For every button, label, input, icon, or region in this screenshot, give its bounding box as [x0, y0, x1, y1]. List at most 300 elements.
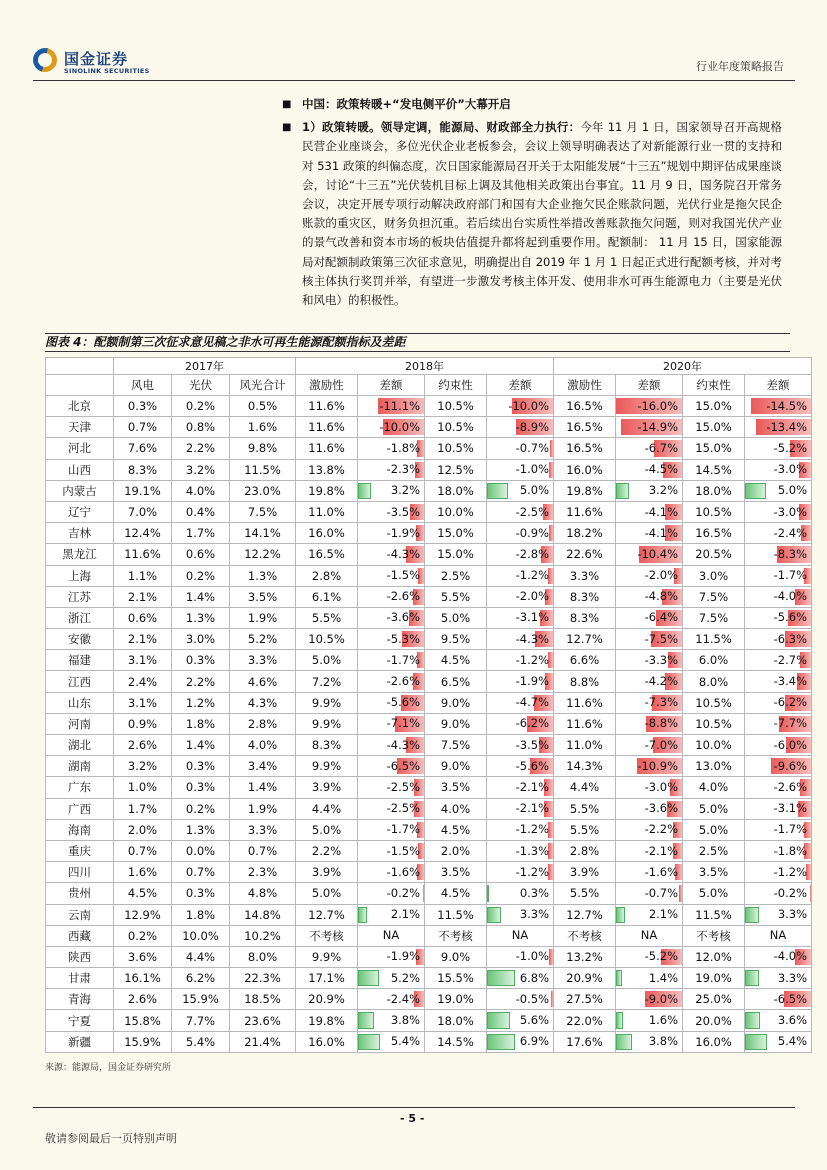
value-cell: 8.3%	[114, 459, 172, 480]
value-cell: 3.0%	[172, 629, 230, 650]
footer-divider	[33, 1107, 795, 1108]
gap-value: -3.4%	[773, 674, 808, 689]
value-cell: 19.0%	[425, 989, 487, 1010]
gap-cell	[358, 607, 425, 628]
gap-value: -0.5%	[515, 991, 550, 1006]
value-cell: 5.0%	[425, 607, 487, 628]
gap-value: -3.6%	[644, 801, 679, 816]
province-cell: 河北	[46, 438, 114, 459]
gap-value: -4.1%	[644, 504, 679, 519]
value-cell: 1.7%	[114, 798, 172, 819]
value-cell: 16.5%	[554, 396, 616, 417]
gap-value: -11.1%	[379, 398, 421, 413]
gap-cell	[616, 607, 683, 628]
value-cell: 19.8%	[554, 480, 616, 501]
value-cell: 2.3%	[230, 862, 296, 883]
gap-cell	[487, 607, 554, 628]
value-cell: 3.6%	[114, 946, 172, 967]
gap-cell	[616, 1031, 683, 1052]
province-cell: 安徽	[46, 629, 114, 650]
gap-cell	[358, 671, 425, 692]
gap-cell	[358, 904, 425, 925]
column-header: 光伏	[172, 375, 230, 396]
value-cell: 2.4%	[114, 671, 172, 692]
gap-value: -0.9%	[515, 525, 550, 540]
gap-value: NA	[511, 928, 529, 943]
value-cell: 12.5%	[425, 459, 487, 480]
gap-value: -3.5%	[515, 737, 550, 752]
gap-cell	[616, 925, 683, 946]
gap-cell	[358, 586, 425, 607]
gap-value: -3.0%	[644, 779, 679, 794]
value-cell: 0.2%	[172, 798, 230, 819]
gap-value: 3.8%	[648, 1034, 679, 1049]
gap-cell	[616, 523, 683, 544]
value-cell: 1.9%	[230, 798, 296, 819]
table-row	[46, 629, 812, 650]
value-cell: 7.7%	[172, 1010, 230, 1031]
value-cell: 0.9%	[114, 713, 172, 734]
value-cell: 15.0%	[683, 438, 745, 459]
gap-value: -1.9%	[386, 949, 421, 964]
value-cell: 11.5%	[683, 904, 745, 925]
value-cell: 1.3%	[172, 819, 230, 840]
column-header: 约束性	[425, 375, 487, 396]
table-row	[46, 713, 812, 734]
value-cell: 15.9%	[114, 1031, 172, 1052]
gap-value: -7.0%	[644, 737, 679, 752]
value-cell: 9.0%	[425, 756, 487, 777]
gap-cell	[358, 819, 425, 840]
value-cell: 11.5%	[425, 904, 487, 925]
gap-cell	[616, 840, 683, 861]
value-cell: 4.6%	[230, 671, 296, 692]
gap-value: -4.1%	[644, 525, 679, 540]
gap-value: -4.0%	[773, 949, 808, 964]
gap-cell	[487, 989, 554, 1010]
value-cell: 16.5%	[296, 544, 358, 565]
gap-cell	[616, 946, 683, 967]
gap-value: -6.4%	[644, 610, 679, 625]
value-cell: 8.3%	[554, 607, 616, 628]
value-cell: 3.9%	[296, 777, 358, 798]
gap-value: -2.1%	[515, 801, 550, 816]
value-cell: 6.6%	[554, 650, 616, 671]
value-cell: 12.2%	[230, 544, 296, 565]
gap-cell	[745, 629, 812, 650]
gap-cell	[745, 396, 812, 417]
value-cell: 2.2%	[296, 840, 358, 861]
sinolink-logo-icon	[29, 44, 62, 77]
value-cell: 18.5%	[230, 989, 296, 1010]
value-cell: 10.5%	[425, 438, 487, 459]
gap-cell	[616, 735, 683, 756]
gap-value: -0.7%	[644, 885, 679, 900]
value-cell: 0.0%	[172, 840, 230, 861]
table-row	[46, 756, 812, 777]
value-cell: 11.6%	[554, 501, 616, 522]
value-cell: 13.2%	[554, 946, 616, 967]
gap-value: 5.4%	[777, 1034, 808, 1049]
gap-value: -2.5%	[386, 801, 421, 816]
gap-value: 3.6%	[777, 1013, 808, 1028]
value-cell: 1.6%	[114, 862, 172, 883]
gap-cell	[745, 671, 812, 692]
gap-value: -1.7%	[773, 822, 808, 837]
gap-value: -7.3%	[644, 695, 679, 710]
gap-cell	[358, 565, 425, 586]
table-row	[46, 692, 812, 713]
gap-value: -2.4%	[773, 525, 808, 540]
gap-value: -14.9%	[637, 419, 679, 434]
value-cell: 15.8%	[114, 1010, 172, 1031]
value-cell: 2.0%	[114, 819, 172, 840]
gap-cell	[745, 925, 812, 946]
gap-value: 3.3%	[777, 907, 808, 922]
column-header: 风电	[114, 375, 172, 396]
value-cell: 11.6%	[296, 417, 358, 438]
gap-value: -16.0%	[637, 398, 679, 413]
value-cell: 16.5%	[554, 438, 616, 459]
value-cell: 16.0%	[296, 523, 358, 544]
value-cell: 1.0%	[114, 777, 172, 798]
gap-cell	[745, 968, 812, 989]
value-cell: 10.5%	[683, 501, 745, 522]
value-cell: 2.8%	[296, 565, 358, 586]
gap-value: -14.5%	[766, 398, 808, 413]
province-cell: 浙江	[46, 607, 114, 628]
value-cell: 15.0%	[683, 417, 745, 438]
value-cell: 7.2%	[296, 671, 358, 692]
value-cell: 20.9%	[296, 989, 358, 1010]
value-cell: 4.5%	[425, 883, 487, 904]
gap-cell	[745, 798, 812, 819]
gap-cell	[745, 480, 812, 501]
gap-value: -3.0%	[773, 504, 808, 519]
gap-value: -2.0%	[644, 568, 679, 583]
gap-cell	[745, 692, 812, 713]
gap-cell	[487, 798, 554, 819]
gap-value: 1.4%	[648, 970, 679, 985]
value-cell: 19.8%	[296, 480, 358, 501]
value-cell: 7.5%	[683, 607, 745, 628]
province-cell: 四川	[46, 862, 114, 883]
value-cell: 3.4%	[230, 756, 296, 777]
gap-value: -9.6%	[773, 758, 808, 773]
value-cell: 7.6%	[114, 438, 172, 459]
value-cell: 17.1%	[296, 968, 358, 989]
gap-cell	[616, 968, 683, 989]
bullet-square-icon: ■	[282, 122, 292, 134]
gap-value: -2.7%	[773, 652, 808, 667]
province-cell: 广东	[46, 777, 114, 798]
gap-cell	[487, 544, 554, 565]
province-cell: 宁夏	[46, 1010, 114, 1031]
value-cell: 20.0%	[683, 1010, 745, 1031]
value-cell: 3.5%	[683, 862, 745, 883]
value-cell: 3.9%	[554, 862, 616, 883]
gap-value: -5.3%	[386, 631, 421, 646]
value-cell: 1.1%	[114, 565, 172, 586]
gap-value: -7.1%	[386, 716, 421, 731]
value-cell: 9.0%	[425, 946, 487, 967]
value-cell: 4.0%	[425, 798, 487, 819]
gap-value: -6.2%	[515, 716, 550, 731]
gap-value: -3.6%	[386, 610, 421, 625]
gap-cell	[487, 629, 554, 650]
value-cell: 10.0%	[683, 735, 745, 756]
gap-cell	[616, 501, 683, 522]
value-cell: 7.5%	[683, 586, 745, 607]
province-cell: 江西	[46, 671, 114, 692]
value-cell: 11.5%	[230, 459, 296, 480]
table-row	[46, 544, 812, 565]
value-cell: 15.0%	[683, 396, 745, 417]
value-cell: 9.0%	[425, 692, 487, 713]
value-cell: 12.0%	[683, 946, 745, 967]
table-row	[46, 798, 812, 819]
gap-cell	[487, 819, 554, 840]
bullet-square-icon: ■	[282, 99, 292, 110]
column-header: 差额	[358, 375, 425, 396]
gap-cell	[487, 777, 554, 798]
gap-cell	[358, 840, 425, 861]
gap-value: -6.3%	[773, 631, 808, 646]
province-cell: 青海	[46, 989, 114, 1010]
value-cell: 12.9%	[114, 904, 172, 925]
table-row	[46, 607, 812, 628]
table-row	[46, 883, 812, 904]
gap-value: -10.0%	[379, 419, 421, 434]
value-cell: 3.2%	[114, 756, 172, 777]
province-cell: 黑龙江	[46, 544, 114, 565]
gap-value: NA	[640, 928, 658, 943]
value-cell: 9.8%	[230, 438, 296, 459]
value-cell: 0.3%	[172, 883, 230, 904]
gap-cell	[487, 586, 554, 607]
value-cell: 3.9%	[296, 862, 358, 883]
value-cell: 1.4%	[230, 777, 296, 798]
quota-table	[45, 357, 812, 1053]
gap-cell	[358, 883, 425, 904]
gap-value: -8.8%	[644, 716, 679, 731]
gap-value: -4.3%	[386, 737, 421, 752]
gap-value: -1.2%	[515, 652, 550, 667]
gap-cell	[616, 1010, 683, 1031]
value-cell: 6.2%	[172, 968, 230, 989]
gap-cell	[358, 650, 425, 671]
gap-cell	[487, 756, 554, 777]
gap-cell	[358, 544, 425, 565]
value-cell: 20.5%	[683, 544, 745, 565]
value-cell: 0.6%	[172, 544, 230, 565]
gap-value: NA	[382, 928, 400, 943]
table-row	[46, 586, 812, 607]
value-cell: 3.0%	[683, 565, 745, 586]
value-cell: 1.3%	[230, 565, 296, 586]
gap-value: -2.3%	[386, 462, 421, 477]
gap-cell	[358, 396, 425, 417]
value-cell: 0.3%	[172, 777, 230, 798]
table-row	[46, 396, 812, 417]
province-cell: 北京	[46, 396, 114, 417]
value-cell: 2.8%	[554, 840, 616, 861]
value-cell: 4.8%	[230, 883, 296, 904]
gap-cell	[616, 862, 683, 883]
value-cell: 5.4%	[172, 1031, 230, 1052]
gap-cell	[358, 713, 425, 734]
value-cell: 14.3%	[554, 756, 616, 777]
value-cell: 21.4%	[230, 1031, 296, 1052]
gap-cell	[745, 989, 812, 1010]
gap-value: 3.8%	[390, 1013, 421, 1028]
gap-value: -5.6%	[515, 758, 550, 773]
gap-cell	[358, 438, 425, 459]
value-cell: 11.6%	[296, 438, 358, 459]
value-cell: 3.3%	[230, 650, 296, 671]
gap-value: -2.6%	[386, 589, 421, 604]
province-cell: 贵州	[46, 883, 114, 904]
value-cell: 10.0%	[425, 501, 487, 522]
table-row	[46, 650, 812, 671]
gap-value: -1.2%	[515, 568, 550, 583]
value-cell: 5.2%	[230, 629, 296, 650]
value-cell: 18.2%	[554, 523, 616, 544]
table-row	[46, 480, 812, 501]
gap-value: -0.7%	[515, 440, 550, 455]
value-cell: 3.5%	[230, 586, 296, 607]
table-row	[46, 671, 812, 692]
gap-cell	[358, 777, 425, 798]
gap-value: -6.2%	[773, 695, 808, 710]
table-row	[46, 438, 812, 459]
value-cell: 1.7%	[172, 523, 230, 544]
gap-value: -6.0%	[773, 737, 808, 752]
gap-value: -1.6%	[386, 864, 421, 879]
year-header-row	[46, 358, 812, 375]
year-header: 2017年	[114, 358, 296, 375]
gap-cell	[487, 862, 554, 883]
value-cell: 1.3%	[172, 607, 230, 628]
value-cell: 8.0%	[230, 946, 296, 967]
value-cell: 0.2%	[114, 925, 172, 946]
value-cell: 0.7%	[172, 862, 230, 883]
province-cell: 内蒙古	[46, 480, 114, 501]
value-cell: 8.3%	[296, 735, 358, 756]
province-cell: 江苏	[46, 586, 114, 607]
table-row	[46, 459, 812, 480]
value-cell: 18.0%	[425, 1010, 487, 1031]
value-cell: 4.4%	[296, 798, 358, 819]
province-cell: 新疆	[46, 1031, 114, 1052]
value-cell: 16.5%	[683, 523, 745, 544]
value-cell: 5.0%	[296, 883, 358, 904]
gap-value: -2.6%	[386, 674, 421, 689]
column-header-row	[46, 375, 812, 396]
gap-cell	[745, 459, 812, 480]
value-cell: 0.7%	[114, 417, 172, 438]
value-cell: 4.4%	[554, 777, 616, 798]
value-cell: 8.0%	[683, 671, 745, 692]
value-cell: 6.1%	[296, 586, 358, 607]
gap-value: -4.3%	[386, 546, 421, 561]
value-cell: 10.5%	[683, 713, 745, 734]
value-cell: 7.0%	[114, 501, 172, 522]
gap-value: 6.8%	[519, 970, 550, 985]
gap-cell	[487, 480, 554, 501]
gap-value: -1.9%	[386, 525, 421, 540]
value-cell: 4.5%	[425, 650, 487, 671]
value-cell: 25.0%	[683, 989, 745, 1010]
value-cell: 22.0%	[554, 1010, 616, 1031]
gap-value: -1.2%	[515, 822, 550, 837]
gap-cell	[616, 777, 683, 798]
column-header: 激励性	[296, 375, 358, 396]
value-cell: 23.0%	[230, 480, 296, 501]
gap-value: -4.7%	[515, 695, 550, 710]
gap-value: 3.3%	[519, 907, 550, 922]
page-header	[0, 0, 827, 80]
bullet-item	[282, 95, 782, 114]
value-cell: 2.8%	[230, 713, 296, 734]
gap-value: -2.5%	[386, 779, 421, 794]
value-cell: 10.5%	[425, 396, 487, 417]
gap-cell	[358, 629, 425, 650]
value-cell: 11.0%	[296, 501, 358, 522]
value-cell: 9.0%	[425, 713, 487, 734]
table-row	[46, 523, 812, 544]
value-cell: 7.5%	[425, 735, 487, 756]
gap-value: 5.6%	[519, 1013, 550, 1028]
value-cell: 0.2%	[172, 396, 230, 417]
gap-value: -7.7%	[773, 716, 808, 731]
header-divider	[33, 80, 795, 81]
column-header: 约束性	[683, 375, 745, 396]
value-cell: 4.0%	[683, 777, 745, 798]
year-header: 2018年	[296, 358, 554, 375]
value-cell: 10.5%	[296, 629, 358, 650]
gap-value: -1.0%	[515, 949, 550, 964]
gap-cell	[616, 756, 683, 777]
column-header: 差额	[487, 375, 554, 396]
gap-cell	[487, 671, 554, 692]
value-cell: 12.7%	[296, 904, 358, 925]
value-cell: 5.0%	[683, 798, 745, 819]
value-cell: 8.8%	[554, 671, 616, 692]
gap-value: 3.2%	[648, 483, 679, 498]
value-cell: 3.3%	[230, 819, 296, 840]
province-cell: 福建	[46, 650, 114, 671]
province-cell: 甘肃	[46, 968, 114, 989]
gap-cell	[745, 840, 812, 861]
gap-cell	[487, 501, 554, 522]
gap-value: -4.3%	[515, 631, 550, 646]
table-row	[46, 819, 812, 840]
value-cell: 10.5%	[683, 692, 745, 713]
gap-value: -1.9%	[515, 674, 550, 689]
gap-cell	[745, 586, 812, 607]
gap-value: -2.5%	[515, 504, 550, 519]
value-cell: 11.5%	[683, 629, 745, 650]
value-cell: 12.7%	[554, 629, 616, 650]
table-row	[46, 989, 812, 1010]
province-cell: 天津	[46, 417, 114, 438]
gap-cell	[358, 1010, 425, 1031]
gap-cell	[487, 1031, 554, 1052]
gap-value: -5.2%	[644, 949, 679, 964]
gap-value: -2.6%	[773, 779, 808, 794]
value-cell: 4.0%	[230, 735, 296, 756]
